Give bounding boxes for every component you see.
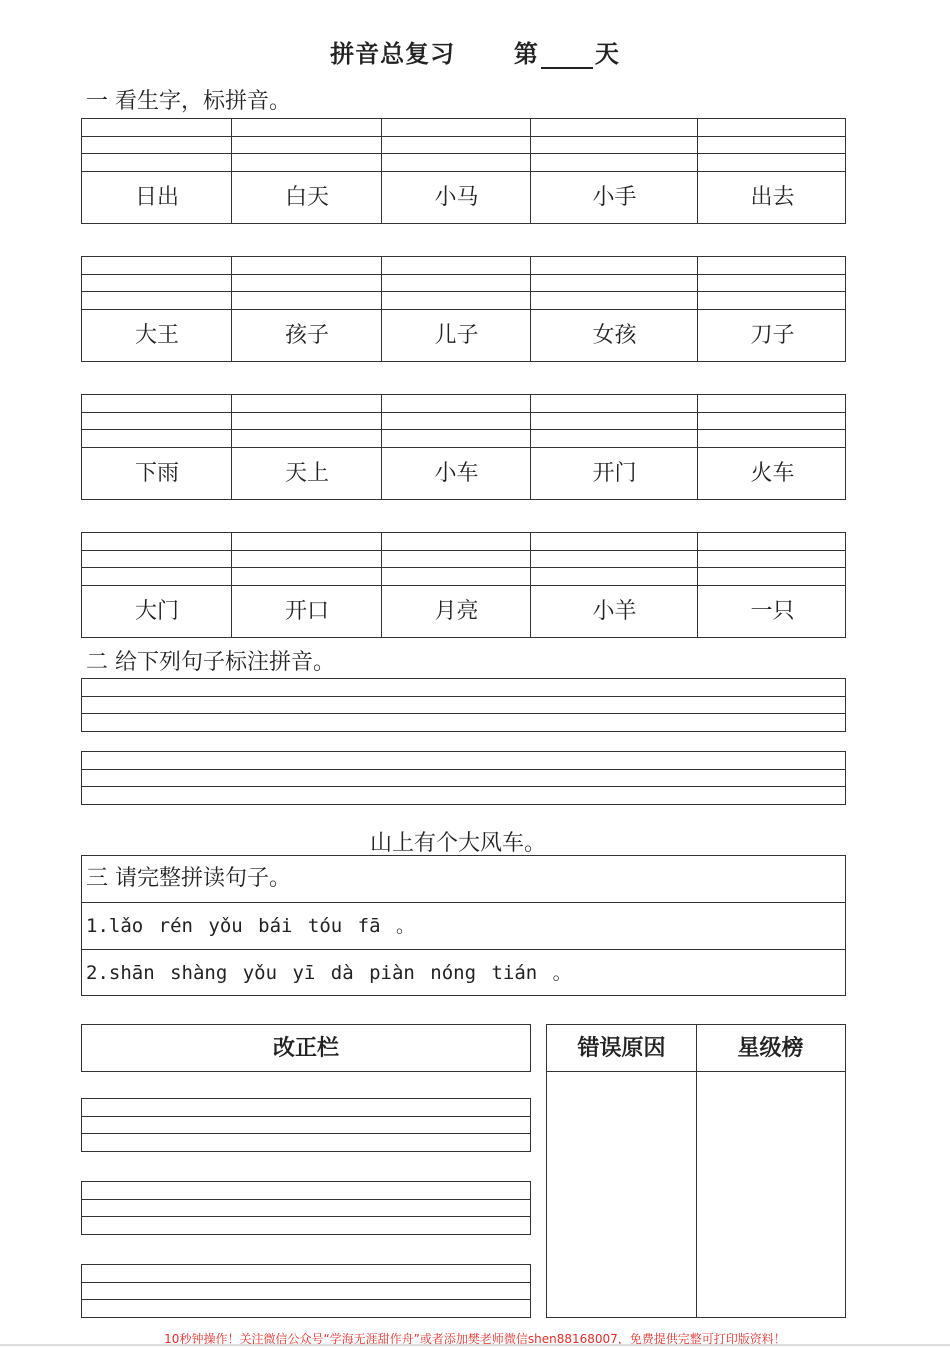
word-cell: 刀子 — [750, 323, 795, 348]
word-cell: 开口 — [284, 599, 329, 624]
pinyin-lines[interactable] — [82, 119, 845, 172]
word-cell: 小车 — [434, 461, 479, 486]
sentence-to-annotate: 山上有个大风车。 — [369, 831, 546, 856]
word-cell: 下雨 — [134, 461, 179, 486]
pinyin-lines[interactable] — [82, 533, 845, 586]
word-cell: 开门 — [592, 461, 637, 486]
footer-note: 10秒钟操作！关注微信公众号“学海无涯甜作舟”或者添加樊老师微信shen88168007，免费提供完整可打印版资料！ — [164, 1332, 786, 1346]
word-cell: 火车 — [750, 461, 795, 486]
day-blank[interactable] — [541, 45, 593, 69]
word-cell: 小羊 — [592, 599, 637, 624]
title-text: 拼音总复习 — [330, 39, 456, 68]
section3-table — [81, 855, 846, 996]
page-title — [0, 34, 950, 69]
review-table — [546, 1024, 846, 1318]
word-cell: 小手 — [592, 185, 637, 210]
word-cell: 儿子 — [434, 323, 479, 348]
word-cell: 一只 — [750, 599, 795, 624]
word-cell: 出去 — [750, 185, 795, 210]
correction-strip-3[interactable] — [81, 1264, 531, 1318]
word-grid — [81, 118, 846, 224]
section1-heading: 一 看生字，标拼音。 — [86, 89, 291, 114]
bottom-rule — [0, 1344, 950, 1346]
word-cell: 月亮 — [434, 599, 479, 624]
pinyin-sentence-2: 2.shān shàng yǒu yī dà piàn nóng tián 。 — [86, 962, 572, 984]
section2-heading: 二 给下列句子标注拼音。 — [86, 650, 335, 675]
word-cell: 白天 — [284, 185, 329, 210]
word-cell: 孩子 — [284, 323, 329, 348]
day-suffix: 天 — [594, 39, 620, 68]
pinyin-writing-strip-1[interactable] — [81, 678, 846, 732]
word-grid — [81, 394, 846, 500]
word-cell: 日出 — [134, 185, 179, 210]
correction-strip-2[interactable] — [81, 1181, 531, 1235]
pinyin-sentence-1: 1.lǎo rén yǒu bái tóu fā 。 — [82, 903, 845, 950]
pinyin-lines[interactable] — [82, 257, 845, 310]
error-reason-cell[interactable] — [547, 1072, 696, 1317]
star-board-cell[interactable] — [697, 1072, 845, 1317]
error-reason-header: 错误原因 — [577, 1035, 666, 1061]
pinyin-writing-strip-2[interactable] — [81, 751, 846, 805]
pinyin-lines[interactable] — [82, 395, 845, 448]
word-cell: 女孩 — [592, 323, 637, 348]
word-cell: 天上 — [284, 461, 329, 486]
word-grid — [81, 256, 846, 362]
word-cell: 大王 — [134, 323, 179, 348]
section3-heading: 三 请完整拼读句子。 — [82, 856, 845, 903]
word-cell: 大门 — [134, 599, 179, 624]
word-grid — [81, 532, 846, 638]
day-prefix: 第 — [513, 39, 539, 68]
correction-header: 改正栏 — [81, 1024, 531, 1072]
word-cell: 小马 — [434, 185, 479, 210]
correction-strip-1[interactable] — [81, 1098, 531, 1152]
star-board-header: 星级榜 — [737, 1035, 804, 1061]
